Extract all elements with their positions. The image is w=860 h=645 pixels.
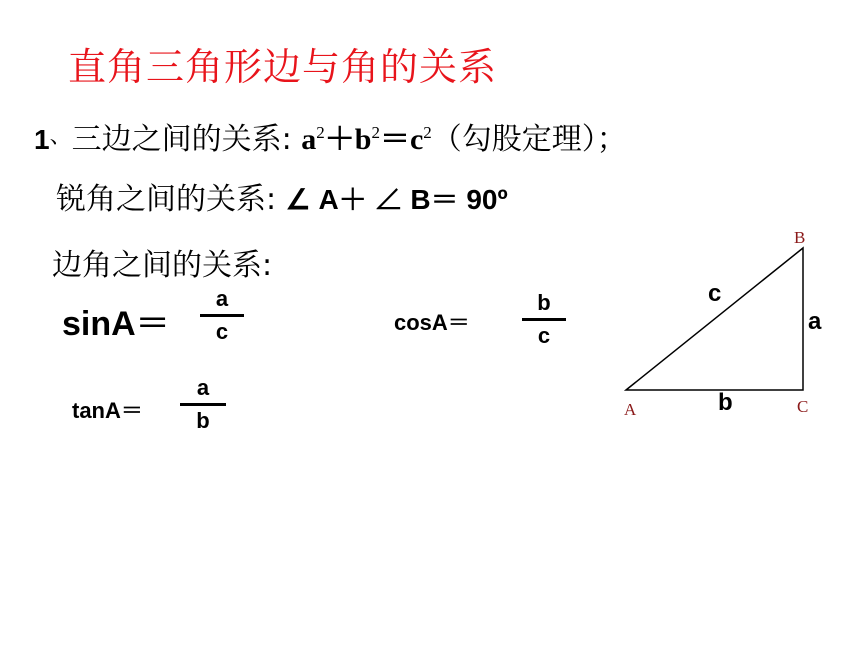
cos-numerator: b: [537, 290, 551, 315]
cos-denominator: c: [537, 323, 551, 348]
item-number: 1: [34, 124, 50, 155]
triangle-outline: [626, 248, 803, 390]
side-relation-label: 三边之间的关系:: [71, 122, 292, 157]
sin-label: sinA＝: [62, 305, 170, 343]
pythagorean-equation: $a^2+b^2=c^2$: [301, 123, 432, 156]
hypotenuse-label: c: [708, 280, 722, 307]
sin-denominator: c: [215, 319, 229, 344]
tan-numerator: a: [196, 375, 210, 400]
vertex-c-label: C: [797, 397, 809, 416]
angle-relation-label: 锐角之间的关系:: [56, 182, 277, 217]
tan-denominator: b: [196, 408, 210, 433]
vertex-b-label: B: [794, 228, 806, 247]
side-angle-relation-label: 边角之间的关系:: [52, 248, 273, 283]
angle-sum-expression: ∠ A＋ ∠ B＝ 90º: [285, 184, 508, 215]
enumeration-mark: 、: [49, 124, 72, 149]
side-b-label: b: [718, 389, 733, 416]
cos-label: cosA＝: [394, 310, 470, 335]
sin-numerator: a: [215, 286, 229, 311]
tan-label: tanA＝: [72, 398, 143, 423]
page-title: 直角三角形边与角的关系: [68, 45, 498, 89]
pythagorean-note: （勾股定理）；: [431, 122, 627, 157]
side-a-label: a: [808, 308, 822, 335]
vertex-a-label: A: [624, 400, 637, 419]
